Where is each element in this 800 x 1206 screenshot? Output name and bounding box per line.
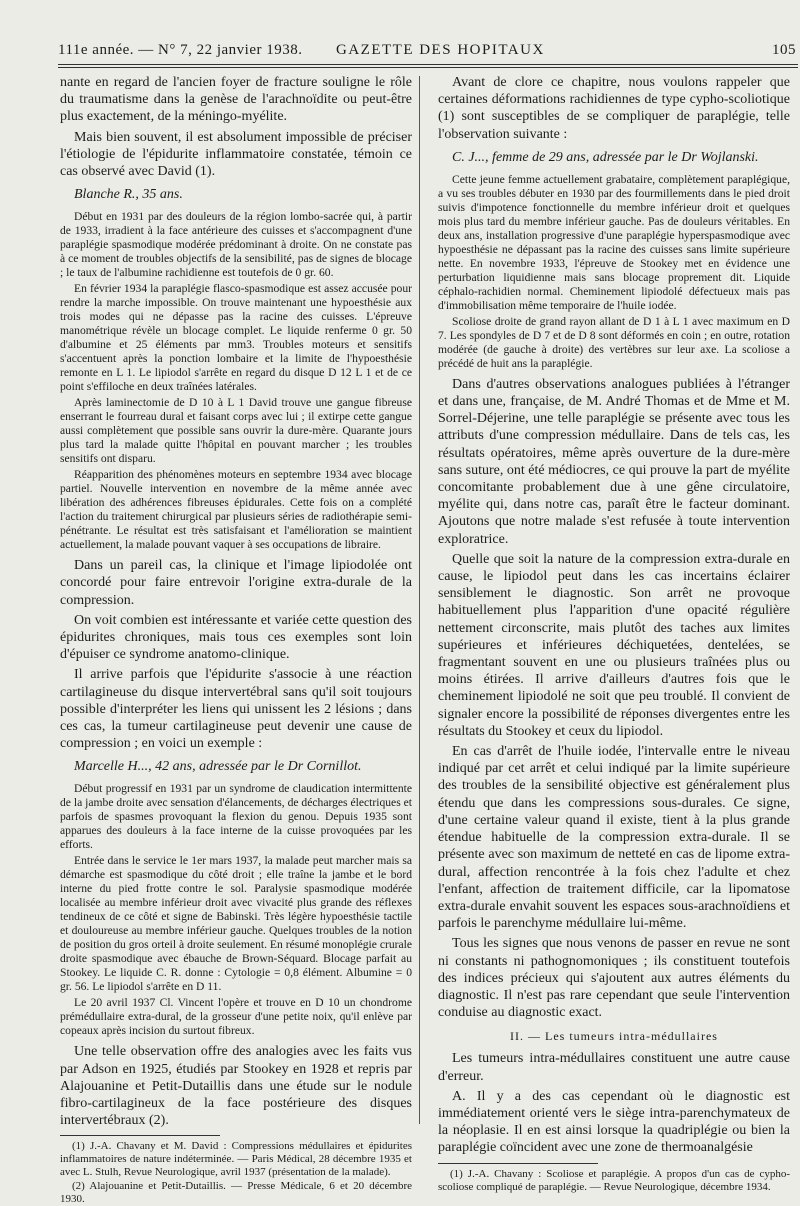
case-title: Marcelle H..., 42 ans, adressée par le Dr Cornillot. [74, 759, 362, 775]
paragraph: Les tumeurs intra-médullaires constituent une autre cause d'erreur. [438, 1051, 790, 1084]
paragraph: Dans d'autres observations analogues publiées à l'étranger et dans une, française, de M. André Thomas et de Mme et M. Sorrel-Déjerine, une telle paraplégie se présente avec tous les attributs d'une compression médullaire. Dans de tels cas, les résultats opératoires, même après ouverture de la dure-mère sans suture, ont été médiocres, ce qui prouve la part de myélite concomitante probablement due à une gêne circulatoire, myélite qui, dans notre cas, paraît être le facteur dominant. Ajoutons que notre malade s'est refusée à toute intervention exploratrice. [438, 376, 790, 547]
paragraph: En cas d'arrêt de l'huile iodée, l'intervalle entre le niveau indiqué par cet arrêt et celui indiqué par la limite supérieure des troubles de la sensibilité objective est généralement plus étendu que dans les compressions sous-durales. Ce signe, d'une certaine valeur quand il existe, tient à la plus grande étendue habituelle de la compression extra-durale. Il se présente avec son maximum de netteté en cas de lipome extra-dural, affection rencontrée à la fois chez l'adulte et chez l'enfant, affection de traitement difficile, car la lipomatose extra-durale envahit souvent les espaces sous-arachnoïdiens et parfois le parenchyme médullaire lui-même. [438, 744, 790, 932]
paragraph: Une telle observation offre des analogies avec les faits vus par Adson en 1925, étudiés par Stookey en 1928 et repris par Alajouanine et Petit-Dutaillis dans une étude sur le nodule fibro-cartilagineux de la face postérieure des disques intervertébraux (2). [60, 1044, 412, 1129]
case-title: Blanche R., 35 ans. [74, 187, 183, 203]
right-column [438, 74, 790, 1193]
case-paragraph: En février 1934 la paraplégie flasco-spasmodique est assez accusée pour rendre la marche impossible. On trouve maintenant une hypoesthésie aux trois modes qui ne dépasse pas la racine des cuisses. L'épreuve manométrique révèle un blocage complet. Le liquide renferme 0 gr. 50 d'albumine et 25 éléments par mm3. Troubles moteurs et sensitifs s'accentuent après la ponction lombaire et la limite de l'hypoesthésie remonte en L 1. Le lipiodol s'arrête en regard du disque D 12 L 1 et de ce point s'effiloche en deux traînées latérales. [60, 282, 412, 394]
case-paragraph: Entrée dans le service le 1er mars 1937, la malade peut marcher mais sa démarche est spasmodique du côté droit ; elle traîne la jambe et le bord interne du pied frotte contre le sol. Paralysie spasmodique modérée localisée au membre inférieur droit avec vivacité plus grande des réflexes tendineux de ce côté et signe de Babinski. Très légère hypoesthésie tactile et douloureuse au membre inférieur gauche. Quelques troubles de la notion de position du gros orteil à droite seulement. En résumé monoplégie crurale droite spasmodique avec ébauche de Brown-Séquard. Blocage parfait au Stookey. Le liquide C. R. donne : Cytologie = 0,8 élément. Albumine = 0 gr. 56. Le lipiodol s'arrête en D 11. [60, 854, 412, 994]
section-heading: II. — Les tumeurs intra-médullaires [510, 1029, 718, 1044]
case-title: C. J..., femme de 29 ans, adressée par le Dr Wojlanski. [452, 149, 759, 165]
issue-info: 111e année. — N° 7, 22 janvier 1938. [58, 42, 303, 58]
footnote: (2) Alajouanine et Petit-Dutaillis. — Presse Médicale, 6 et 20 décembre 1930. [60, 1180, 412, 1206]
paragraph: Mais bien souvent, il est absolument impossible de préciser l'étiologie de l'épidurite inflammatoire constatée, témoin ce cas observé avec David (1). [60, 129, 412, 180]
paragraph: A. Il y a des cas cependant où le diagnostic est immédiatement orienté vers le siège intra-parenchymateux de la néoplasie. Il en est ainsi lorsque la quadriplégie ou bien la paraplégie coïncident avec une zone de thermoanalgésie [438, 1088, 790, 1156]
running-header [58, 42, 796, 64]
paragraph: Il arrive parfois que l'épidurite s'associe à une réaction cartilagineuse du disque intervertébral sans qu'il soit toujours possible d'interpréter les liens qui unissent les 2 lésions ; dans ces cas, la tumeur cartilagineuse peut devenir une cause de compression ; en voici un exemple : [60, 667, 412, 752]
case-paragraph: Réapparition des phénomènes moteurs en septembre 1934 avec blocage partiel. Nouvelle intervention en novembre de la même année avec libération des adhérences fibreuses épidurales. Cette fois on a complété l'action du traitement chirurgical par plusieurs séries de radiothérapie semi-pénétrante. Le résultat est très satisfaisant et l'amélioration se maintient actuellement, la malade pouvant vaquer à ses occupations de libraire. [60, 468, 412, 552]
case-paragraph: Début progressif en 1931 par un syndrome de claudication intermittente de la jambe droite avec sensation d'élancements, de décharges électriques et parfois de spasmes provoquant la flexion du genou. Depuis 1935 sont apparues des douleurs à la face interne de la cuisse provoquées par les efforts. [60, 782, 412, 852]
header-rule [58, 64, 798, 65]
left-column [60, 74, 412, 1206]
paragraph: Dans un pareil cas, la clinique et l'image lipiodolée ont concordé pour faire entrevoir l'origine extra-durale de la compression. [60, 558, 412, 608]
paragraph: Tous les signes que nous venons de passer en revue ne sont ni constants ni pathognomoniques ; ils constituent toutefois des indices précieux qui s'ajoutent aux autres éléments du diagnostic. Il n'est pas rare cependant que seule l'intervention conduise au diagnostic exact. [438, 936, 790, 1021]
case-paragraph: Scoliose droite de grand rayon allant de D 1 à L 1 avec maximum en D 7. Les spondyles de D 7 et de D 8 sont déformés en coin ; en outre, rotation modérée (de gauche à droite) des vertèbres sur leur axe. La scoliose a précédé de huit ans la paraplégie. [438, 314, 790, 370]
case-paragraph: Après laminectomie de D 10 à L 1 David trouve une gangue fibreuse enserrant le fourreau dural et faisant corps avec lui ; il extirpe cette gangue aussi complètement que possible sans ouvrir la dure-mère. Quarante jours plus tard la malade quitte l'hôpital en pouvant marcher ; les troubles sensitifs ont disparu. [60, 396, 412, 466]
column-divider [419, 76, 420, 1124]
footnote-rule [438, 1163, 598, 1164]
case-paragraph: Cette jeune femme actuellement grabataire, complètement paraplégique, a vu ses troubles débuter en 1930 par des fourmillements dans le pied droit suivis d'impotence fonctionnelle du membre inférieur droit et quelques mois plus tard du membre inférieur gauche. Pas de douleurs véritables. En deux ans, installation progressive d'une paraplégie hyperspasmodique avec hypoesthésie ne dépassant pas la racine des cuisses sans limite supérieure nette. En novembre 1933, l'épreuve de Stookey met en évidence une perturbation liquidienne mais sans blocage proprement dit. Liquide céphalo-rachidien normal. Cheminement lipiodolé défectueux mais pas d'immobilisation même temporaire de l'huile iodée. [438, 172, 790, 312]
footnote-rule [60, 1135, 220, 1136]
paragraph: On voit combien est intéressante et variée cette question des épidurites chroniques, mais tous ces exemples sont loin d'épuiser ce syndrome anatomo-clinique. [60, 612, 412, 663]
footnote: (1) J.-A. Chavany : Scoliose et paraplégie. A propos d'un cas de cypho-scoliose compliqué de paraplégie. — Revue Neurologique, décembre 1934. [438, 1167, 790, 1193]
journal-title: GAZETTE DES HOPITAUX [336, 42, 545, 58]
paragraph: Quelle que soit la nature de la compression extra-durale en cause, le lipiodol peut dans les cas incertains éclairer sensiblement le diagnostic. Son arrêt ne provoque habituellement plus l'apparition d'une opacité régulière nettement circonscrite, mais plutôt des taches aux limites supérieures et inférieures déchiquetées, dentelées, se fragmentant souvent en une ou plusieurs traînées plus ou moins étirées. Il arrive d'ailleurs d'autres fois que le cheminement lipiodolé ne soit que peu troublé. Il convient de signaler encore la possibilité de réponses divergentes entre les résultats du Stookey et ceux du lipiodol. [438, 551, 790, 739]
paragraph: nante en regard de l'ancien foyer de fracture souligne le rôle du traumatisme dans la genèse de l'arachnoïdite ou peut-être plus exactement, de la méningo-myélite. [60, 75, 412, 125]
case-paragraph: Début en 1931 par des douleurs de la région lombo-sacrée qui, à partir de 1933, irradient à la face antérieure des cuisses et s'accompagnent d'une paraplégie spasmodique modérée prédominant à droite. On ne constate pas à ce moment de troubles objectifs de la sensibilité, pas de signes de blocage ; le taux de l'albumine rachidienne est toutefois de 0 gr. 60. [60, 210, 412, 280]
header-rule-2 [58, 67, 798, 68]
paragraph: Avant de clore ce chapitre, nous voulons rappeler que certaines déformations rachidiennes de type cypho-scoliotique (1) sont susceptibles de se compliquer de paraplégie, telle l'observation suivante : [438, 75, 790, 142]
footnote: (1) J.-A. Chavany et M. David : Compressions médullaires et épidurites inflammatoires de nature indéterminée. — Paris Médical, 28 décembre 1935 et avec L. Stulh, Revue Neurologique, avril 1937 (présentation de la malade). [60, 1140, 412, 1179]
page-number: 105 [772, 42, 796, 58]
case-paragraph: Le 20 avril 1937 Cl. Vincent l'opère et trouve en D 10 un chondrome prémédullaire extra-dural, de la grosseur d'une petite noix, qu'il enlève par copeaux après incision du surtout fibreux. [60, 996, 412, 1038]
